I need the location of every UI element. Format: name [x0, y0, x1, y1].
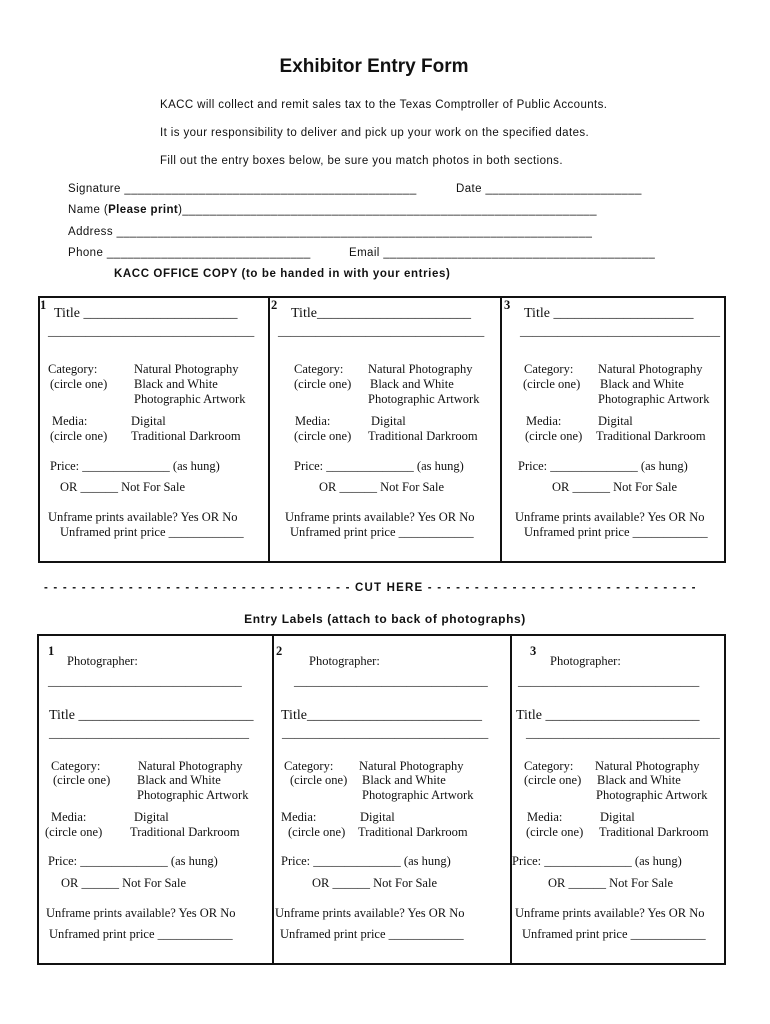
media-traditional-darkroom[interactable]: Traditional Darkroom	[599, 825, 709, 839]
title-field[interactable]: Title ____________________	[524, 306, 694, 321]
title-line[interactable]: ________________________________	[49, 726, 249, 740]
category-black-and-white[interactable]: Black and White	[370, 377, 454, 391]
top-entry-1	[38, 296, 268, 563]
title-field[interactable]: Title_________________________	[281, 708, 482, 723]
media-circle-one: (circle one)	[50, 429, 108, 443]
price-field[interactable]: Price: ______________ (as hung)	[281, 854, 451, 868]
cut-here-line: - - - - - - - - - - - - - - - - - - - - - - - - - - - - - - - - - CUT HERE - - - - - - - - - - - - - - - - - - - - - - - - - - - - -	[44, 582, 697, 594]
media-label: Media:	[281, 810, 317, 824]
category-label: Category:	[294, 362, 344, 376]
price-field[interactable]: Price: ______________ (as hung)	[518, 459, 688, 473]
title-field[interactable]: Title ______________________	[54, 306, 238, 321]
unframed-price-field[interactable]: Unframed print price ____________	[524, 525, 708, 539]
media-label: Media:	[527, 810, 563, 824]
media-circle-one: (circle one)	[526, 825, 584, 839]
photographer-label: Photographer:	[309, 654, 380, 668]
media-circle-one: (circle one)	[525, 429, 583, 443]
not-for-sale-field[interactable]: OR ______ Not For Sale	[548, 876, 673, 890]
entry-labels-heading: Entry Labels (attach to back of photographs)	[244, 612, 526, 626]
category-circle-one: (circle one)	[53, 773, 111, 787]
entry-number: 2	[276, 644, 283, 658]
not-for-sale-field[interactable]: OR ______ Not For Sale	[552, 480, 677, 494]
media-digital[interactable]: Digital	[131, 414, 166, 428]
media-label: Media:	[52, 414, 88, 428]
name-field[interactable]	[68, 204, 597, 216]
category-black-and-white[interactable]: Black and White	[137, 773, 221, 787]
entry-number: 3	[504, 298, 511, 312]
category-label: Category:	[284, 759, 334, 773]
not-for-sale-field[interactable]: OR ______ Not For Sale	[61, 876, 186, 890]
media-traditional-darkroom[interactable]: Traditional Darkroom	[358, 825, 468, 839]
unframe-prints-question[interactable]: Unframe prints available? Yes OR No	[48, 510, 238, 524]
category-label: Category:	[51, 759, 101, 773]
not-for-sale-field[interactable]: OR ______ Not For Sale	[312, 876, 437, 890]
date-field[interactable]: Date _______________________	[456, 183, 642, 195]
category-natural-photography[interactable]: Natural Photography	[598, 362, 703, 376]
unframe-prints-question[interactable]: Unframe prints available? Yes OR No	[46, 906, 236, 920]
category-label: Category:	[524, 362, 574, 376]
intro-line-instructions: Fill out the entry boxes below, be sure you match photos in both sections.	[160, 155, 563, 167]
entry-number: 2	[271, 298, 278, 312]
label-entry-3	[512, 636, 724, 963]
top-entry-2	[270, 296, 500, 563]
media-circle-one: (circle one)	[45, 825, 103, 839]
media-traditional-darkroom[interactable]: Traditional Darkroom	[368, 429, 478, 443]
form-title: Exhibitor Entry Form	[279, 56, 469, 77]
media-traditional-darkroom[interactable]: Traditional Darkroom	[131, 429, 241, 443]
signature-field[interactable]: Signature ___________________________________________	[68, 183, 417, 195]
photographer-line[interactable]: _____________________________	[518, 674, 700, 688]
entry-number: 1	[48, 644, 55, 658]
photographer-line[interactable]: _______________________________	[294, 674, 488, 688]
address-field[interactable]: Address ______________________________________________________________________	[68, 226, 593, 238]
category-natural-photography[interactable]: Natural Photography	[368, 362, 473, 376]
title-line[interactable]: _________________________________	[282, 726, 489, 740]
title-line[interactable]: _______________________________	[526, 726, 720, 740]
category-black-and-white[interactable]: Black and White	[134, 377, 218, 391]
not-for-sale-field[interactable]: OR ______ Not For Sale	[60, 480, 185, 494]
category-black-and-white[interactable]: Black and White	[362, 773, 446, 787]
phone-field[interactable]: Phone ______________________________	[68, 247, 311, 259]
unframed-price-field[interactable]: Unframed print price ____________	[49, 927, 233, 941]
category-black-and-white[interactable]: Black and White	[597, 773, 681, 787]
unframe-prints-question[interactable]: Unframe prints available? Yes OR No	[515, 906, 705, 920]
price-field[interactable]: Price: ______________ (as hung)	[48, 854, 218, 868]
name-line: )_____________________________________________________________	[178, 204, 597, 216]
not-for-sale-field[interactable]: OR ______ Not For Sale	[319, 480, 444, 494]
category-label: Category:	[48, 362, 98, 376]
category-black-and-white[interactable]: Black and White	[600, 377, 684, 391]
title-field[interactable]: Title______________________	[291, 306, 471, 321]
category-photographic-artwork[interactable]: Photographic Artwork	[596, 788, 708, 802]
media-label: Media:	[295, 414, 331, 428]
title-line[interactable]: ________________________________	[520, 324, 720, 338]
category-circle-one: (circle one)	[290, 773, 348, 787]
category-natural-photography[interactable]: Natural Photography	[134, 362, 239, 376]
label-entry-2	[274, 636, 510, 963]
category-circle-one: (circle one)	[523, 377, 581, 391]
office-copy-label: KACC OFFICE COPY (to be handed in with your entries)	[114, 268, 451, 280]
photographer-label: Photographer:	[550, 654, 621, 668]
email-field[interactable]: Email ________________________________________	[349, 247, 656, 259]
price-field[interactable]: Price: ______________ (as hung)	[512, 854, 682, 868]
media-traditional-darkroom[interactable]: Traditional Darkroom	[596, 429, 706, 443]
unframed-price-field[interactable]: Unframed print price ____________	[290, 525, 474, 539]
category-photographic-artwork[interactable]: Photographic Artwork	[137, 788, 249, 802]
name-label-prefix: Name (	[68, 204, 109, 216]
entry-number: 3	[530, 644, 537, 658]
category-photographic-artwork[interactable]: Photographic Artwork	[598, 392, 710, 406]
category-circle-one: (circle one)	[294, 377, 352, 391]
category-label: Category:	[524, 759, 574, 773]
media-digital[interactable]: Digital	[598, 414, 633, 428]
media-label: Media:	[51, 810, 87, 824]
media-label: Media:	[526, 414, 562, 428]
category-photographic-artwork[interactable]: Photographic Artwork	[134, 392, 246, 406]
title-line[interactable]: _________________________________	[48, 324, 255, 338]
unframed-price-field[interactable]: Unframed print price ____________	[60, 525, 244, 539]
category-natural-photography[interactable]: Natural Photography	[595, 759, 700, 773]
unframe-prints-question[interactable]: Unframe prints available? Yes OR No	[285, 510, 475, 524]
category-circle-one: (circle one)	[524, 773, 582, 787]
unframe-prints-question[interactable]: Unframe prints available? Yes OR No	[275, 906, 465, 920]
top-entry-3	[502, 296, 724, 563]
title-field[interactable]: Title ______________________	[516, 708, 700, 723]
media-digital[interactable]: Digital	[360, 810, 395, 824]
category-photographic-artwork[interactable]: Photographic Artwork	[362, 788, 474, 802]
media-digital[interactable]: Digital	[600, 810, 635, 824]
title-line[interactable]: _________________________________	[278, 324, 485, 338]
intro-line-delivery: It is your responsibility to deliver and pick up your work on the specified dates.	[160, 127, 590, 139]
media-circle-one: (circle one)	[294, 429, 352, 443]
photographer-label: Photographer:	[67, 654, 138, 668]
unframe-prints-question[interactable]: Unframe prints available? Yes OR No	[515, 510, 705, 524]
photographer-line[interactable]: _______________________________	[48, 674, 242, 688]
intro-line-sales-tax: KACC will collect and remit sales tax to the Texas Comptroller of Public Accounts.	[160, 99, 608, 111]
label-entry-1	[39, 636, 272, 963]
price-field[interactable]: Price: ______________ (as hung)	[294, 459, 464, 473]
entry-number: 1	[40, 298, 47, 312]
media-digital[interactable]: Digital	[134, 810, 169, 824]
title-field[interactable]: Title _________________________	[49, 708, 254, 723]
price-field[interactable]: Price: ______________ (as hung)	[50, 459, 220, 473]
unframed-price-field[interactable]: Unframed print price ____________	[522, 927, 706, 941]
media-circle-one: (circle one)	[288, 825, 346, 839]
category-circle-one: (circle one)	[50, 377, 108, 391]
unframed-price-field[interactable]: Unframed print price ____________	[280, 927, 464, 941]
category-natural-photography[interactable]: Natural Photography	[138, 759, 243, 773]
media-traditional-darkroom[interactable]: Traditional Darkroom	[130, 825, 240, 839]
media-digital[interactable]: Digital	[371, 414, 406, 428]
category-natural-photography[interactable]: Natural Photography	[359, 759, 464, 773]
name-label-bold: Please print	[108, 204, 179, 216]
category-photographic-artwork[interactable]: Photographic Artwork	[368, 392, 480, 406]
